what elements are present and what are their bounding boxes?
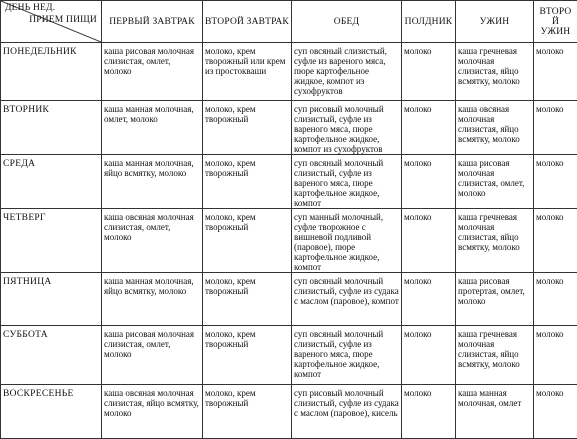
lunch-cell: суп овсяный слизистый, суфле из вареного мяса, пюре картофельное жидкое, компот из сухофруктов <box>292 43 402 101</box>
dinner2-cell: молоко <box>534 209 577 273</box>
dinner-cell: каша рисовая молочная слизистая, омлет, молоко <box>456 155 534 209</box>
breakfast1-cell: каша манная молочная, омлет, молоко <box>102 101 203 155</box>
snack-cell: молоко <box>402 385 456 439</box>
header-breakfast2: ВТОРОЙ ЗАВТРАК <box>203 1 292 43</box>
lunch-cell: суп овсяный молочный слизистый, суфле из вареного мяса, пюре картофельное жидкое, компот <box>292 326 402 385</box>
breakfast1-cell: каша рисовая молочная слизистая, омлет, молоко <box>102 326 203 385</box>
table-row <box>1 209 577 273</box>
snack-cell: молоко <box>402 326 456 385</box>
table-row <box>1 385 577 439</box>
breakfast2-cell: молоко, крем творожный <box>203 273 292 326</box>
dinner2-cell: молоко <box>534 155 577 209</box>
dinner2-cell: молоко <box>534 43 577 101</box>
dinner2-cell: молоко <box>534 326 577 385</box>
dinner2-cell: молоко <box>534 101 577 155</box>
header-breakfast1: ПЕРВЫЙ ЗАВТРАК <box>102 1 203 43</box>
header-snack: ПОЛДНИК <box>402 1 456 43</box>
dinner-cell: каша гречневая молочная слизистая, яйцо всмятку, молоко <box>456 326 534 385</box>
header-dinner: УЖИН <box>456 1 534 43</box>
lunch-cell: суп рисовый молочный слизистый, суфле из судака с маслом (паровое), кисель <box>292 385 402 439</box>
breakfast1-cell: каша овсяная молочная слизистая, омлет, молоко <box>102 209 203 273</box>
table-row <box>1 101 577 155</box>
dinner-cell: каша рисовая протертая, омлет, молоко <box>456 273 534 326</box>
snack-cell: молоко <box>402 209 456 273</box>
day-of-week-header: ДЕНЬ НЕД. <box>5 3 55 13</box>
snack-cell: молоко <box>402 155 456 209</box>
dinner-cell: каша гречневая молочная слизистая, яйцо всмятку, молоко <box>456 43 534 101</box>
day-cell: ВТОРНИК <box>1 101 102 155</box>
table-row <box>1 155 577 209</box>
header-lunch: ОБЕД <box>292 1 402 43</box>
table-row <box>1 273 577 326</box>
breakfast1-cell: каша овсяная молочная слизистая, яйцо всмятку, молоко <box>102 385 203 439</box>
snack-cell: молоко <box>402 101 456 155</box>
day-cell: ВОСКРЕСЕНЬЕ <box>1 385 102 439</box>
dinner2-cell: молоко <box>534 385 577 439</box>
dinner-cell: каша овсяная молочная слизистая, яйцо всмятку, молоко <box>456 101 534 155</box>
table-row <box>1 326 577 385</box>
breakfast2-cell: молоко, крем творожный или крем из простокваши <box>203 43 292 101</box>
header-row <box>1 1 577 43</box>
dinner-cell: каша гречневая молочная слизистая, яйцо всмятку, молоко <box>456 209 534 273</box>
day-cell: СРЕДА <box>1 155 102 209</box>
lunch-cell: суп манный молочный, суфле творожное с вишневой подливой (паровое), пюре картофельное жидкое, компот <box>292 209 402 273</box>
table-row <box>1 43 577 101</box>
header-corner-cell <box>1 1 102 43</box>
lunch-cell: суп рисовый молочный слизистый, суфле из вареного мяса, пюре картофельное жидкое, компот из сухофруктов <box>292 101 402 155</box>
lunch-cell: суп овсяный молочный слизистый, суфле из вареного мяса, пюре картофельное жидкое, компот <box>292 155 402 209</box>
breakfast2-cell: молоко, крем творожный <box>203 326 292 385</box>
lunch-cell: суп овсяный молочный слизистый, суфле из судака с маслом (паровое), компот <box>292 273 402 326</box>
day-cell: ЧЕТВЕРГ <box>1 209 102 273</box>
breakfast1-cell: каша манная молочная, яйцо всмятку, молоко <box>102 273 203 326</box>
dinner2-cell: молоко <box>534 273 577 326</box>
breakfast2-cell: молоко, крем творожный <box>203 155 292 209</box>
breakfast2-cell: молоко, крем творожный <box>203 209 292 273</box>
day-cell: ПОНЕДЕЛЬНИК <box>1 43 102 101</box>
snack-cell: молоко <box>402 273 456 326</box>
day-cell: СУББОТА <box>1 326 102 385</box>
breakfast2-cell: молоко, крем творожный <box>203 101 292 155</box>
breakfast1-cell: каша манная молочная, яйцо всмятку, молоко <box>102 155 203 209</box>
snack-cell: молоко <box>402 43 456 101</box>
day-cell: ПЯТНИЦА <box>1 273 102 326</box>
breakfast1-cell: каша рисовая молочная слизистая, омлет, молоко <box>102 43 203 101</box>
meal-header: ПРИЕМ ПИЩИ <box>29 15 97 26</box>
breakfast2-cell: молоко, крем творожный <box>203 385 292 439</box>
header-dinner2: ВТОРОЙ УЖИН <box>534 1 577 43</box>
dinner-cell: каша манная молочная, омлет <box>456 385 534 439</box>
